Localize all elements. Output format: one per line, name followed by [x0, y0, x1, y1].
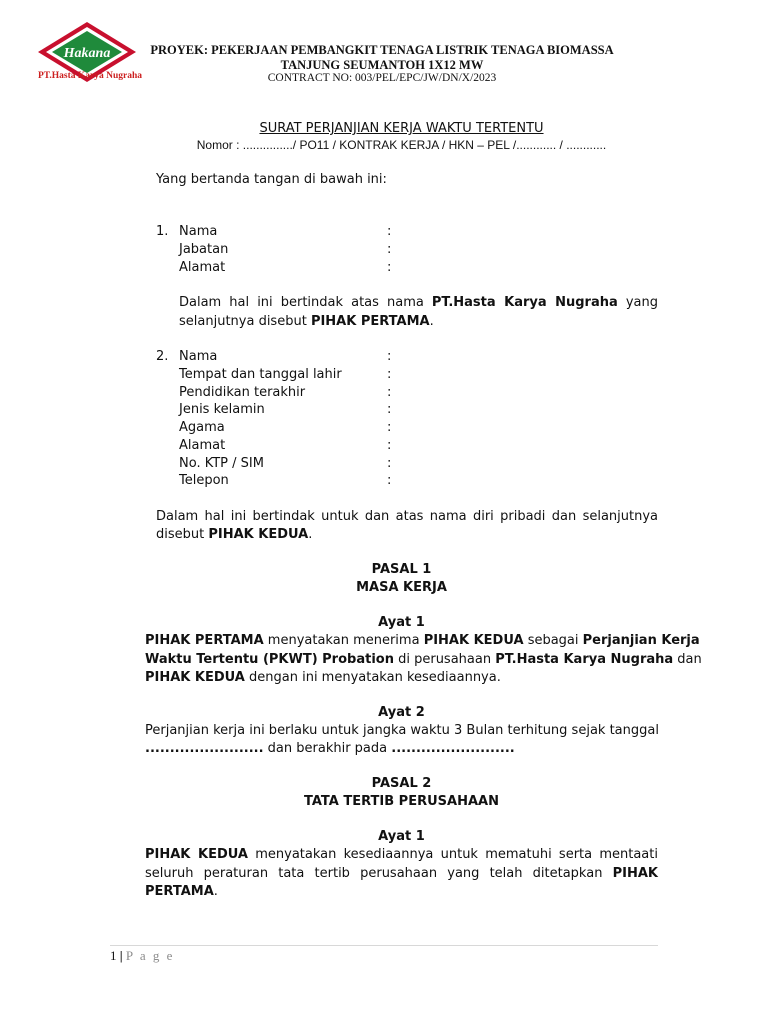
logo-text: Hakana — [63, 46, 111, 61]
document-title: SURAT PERJANJIAN KERJA WAKTU TERTENTU — [259, 121, 544, 136]
party2-field-ktp: No. KTP / SIM — [179, 456, 264, 471]
page-label: P a g e — [125, 948, 175, 963]
party1-field-alamat: Alamat — [179, 260, 226, 275]
header-contract-number: CONTRACT NO: 003/PEL/EPC/JW/DN/X/2023 — [267, 72, 497, 84]
pasal1-ayat2-line2: ........................ dan berakhir pada ......................... — [145, 741, 515, 756]
party2-field-telepon: Telepon — [179, 473, 229, 488]
party1-field-nama: Nama — [179, 224, 218, 239]
footer-separator: | — [116, 948, 126, 963]
pasal1-ayat1-title: Ayat 1 — [378, 615, 425, 630]
intro-text: Yang bertanda tangan di bawah ini: — [156, 172, 387, 187]
party2-statement-line2: disebut PIHAK KEDUA. — [156, 527, 313, 542]
colon: : — [387, 438, 392, 453]
pasal1-ayat2-line1: Perjanjian kerja ini berlaku untuk jangka waktu 3 Bulan terhitung sejak tanggal — [145, 723, 659, 738]
party2-field-ttl: Tempat dan tanggal lahir — [179, 367, 342, 382]
page-number: 1 — [110, 948, 117, 963]
party2-field-nama: Nama — [179, 349, 218, 364]
header-project-line: PROYEK: PEKERJAAN PEMBANGKIT TENAGA LISTRIK TENAGA BIOMASSA — [150, 43, 614, 57]
pasal1-ayat2-title: Ayat 2 — [378, 705, 425, 720]
party1-statement-line1: Dalam hal ini bertindak atas nama PT.Hasta Karya Nugraha yang — [179, 295, 658, 310]
party1-number: 1. — [156, 224, 169, 239]
colon: : — [387, 402, 392, 417]
party1-statement-line2: selanjutnya disebut PIHAK PERTAMA. — [179, 314, 434, 329]
pasal2-number: PASAL 2 — [371, 776, 432, 791]
party2-statement-line1: Dalam hal ini bertindak untuk dan atas nama diri pribadi dan selanjutnya — [156, 509, 658, 524]
pasal2-ayat1-line1: PIHAK KEDUA menyatakan kesediaannya untuk mematuhi serta mentaati — [145, 847, 658, 862]
party2-field-pendidikan: Pendidikan terakhir — [179, 385, 306, 400]
footer-divider — [110, 945, 658, 946]
logo-caption: PT.Hasta Karya Nugraha — [37, 71, 143, 81]
party2-field-agama: Agama — [179, 420, 225, 435]
page-footer — [110, 948, 174, 964]
colon: : — [387, 420, 392, 435]
colon: : — [387, 349, 392, 364]
colon: : — [387, 260, 392, 275]
pasal2-title: TATA TERTIB PERUSAHAAN — [304, 794, 499, 809]
pasal1-ayat1-line1: PIHAK PERTAMA menyatakan menerima PIHAK KEDUA sebagai Perjanjian Kerja — [145, 633, 700, 648]
colon: : — [387, 385, 392, 400]
header-location-line: TANJUNG SEUMANTOH 1X12 MW — [280, 58, 484, 72]
pasal1-ayat1-line2: Waktu Tertentu (PKWT) Probation di perusahaan PT.Hasta Karya Nugraha dan — [145, 652, 702, 667]
colon: : — [387, 224, 392, 239]
party1-field-jabatan: Jabatan — [179, 242, 229, 257]
party2-field-alamat: Alamat — [179, 438, 226, 453]
party2-number: 2. — [156, 349, 169, 364]
pasal2-ayat1-title: Ayat 1 — [378, 829, 425, 844]
pasal1-ayat1-line3: PIHAK KEDUA dengan ini menyatakan kesediaannya. — [145, 670, 501, 685]
party2-field-jenis-kelamin: Jenis kelamin — [179, 402, 265, 417]
colon: : — [387, 456, 392, 471]
pasal2-ayat1-line2: seluruh peraturan tata tertib perusahaan yang telah ditetapkan PIHAK — [145, 866, 658, 881]
pasal1-title: MASA KERJA — [356, 580, 447, 595]
document-number: Nomor : .............../ PO11 / KONTRAK KERJA / HKN – PEL /............ / ............ — [196, 138, 607, 152]
colon: : — [387, 367, 392, 382]
pasal2-ayat1-line3: PERTAMA. — [145, 884, 218, 899]
colon: : — [387, 473, 392, 488]
colon: : — [387, 242, 392, 257]
pasal1-number: PASAL 1 — [371, 562, 432, 577]
